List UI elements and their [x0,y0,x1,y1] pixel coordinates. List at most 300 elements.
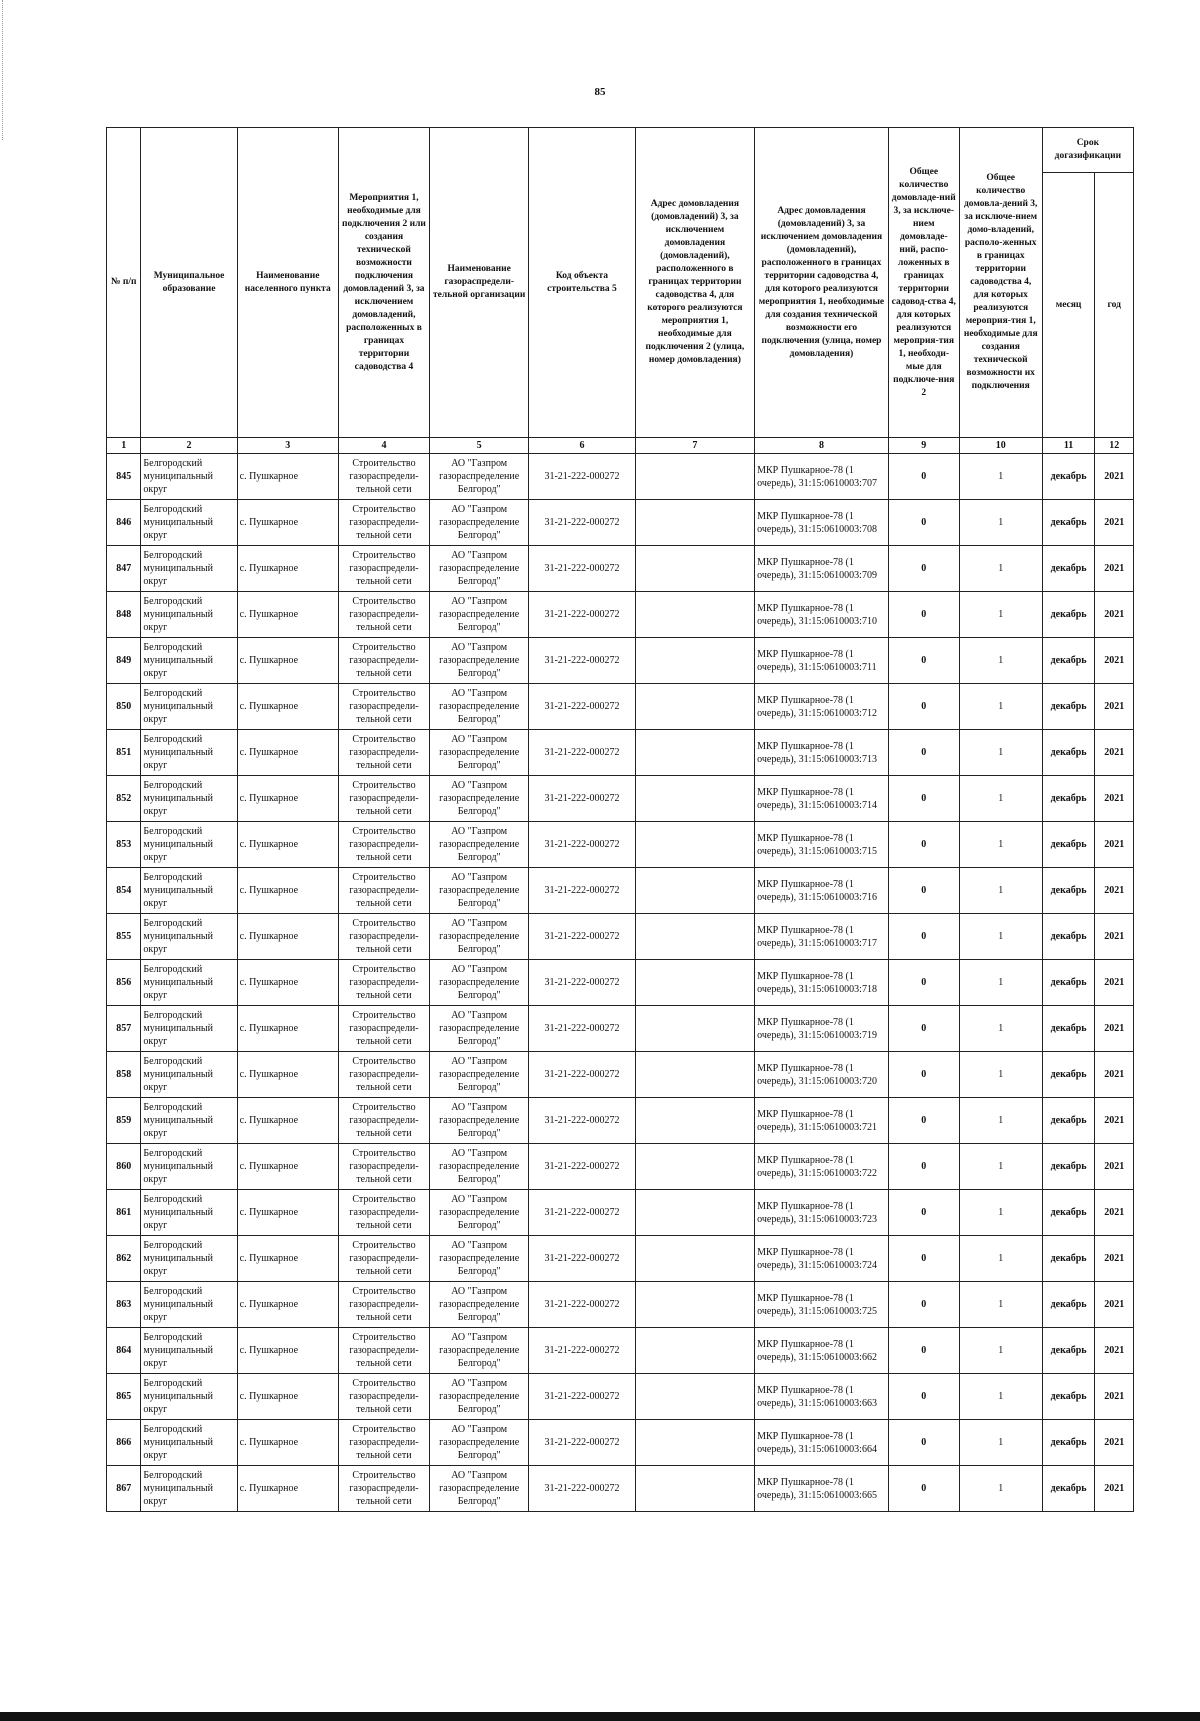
event-cell: Строительство газораспредели-тельной сети [338,776,429,822]
organization-cell: АО "Газпром газораспределение Белгород" [430,1098,529,1144]
object-code-cell: 31-21-222-000272 [529,1374,635,1420]
organization-cell: АО "Газпром газораспределение Белгород" [430,1328,529,1374]
object-code-cell: 31-21-222-000272 [529,1144,635,1190]
event-cell: Строительство газораспредели-тельной сети [338,500,429,546]
address-capability-cell: МКР Пушкарное-78 (1 очередь), 31:15:0610003:707 [755,454,889,500]
table-body [107,454,1134,1512]
settlement-cell: с. Пушкарное [237,454,338,500]
organization-cell: АО "Газпром газораспределение Белгород" [430,546,529,592]
object-code-cell: 31-21-222-000272 [529,546,635,592]
address-capability-cell: МКР Пушкарное-78 (1 очередь), 31:15:0610003:665 [755,1466,889,1512]
address-capability-cell: МКР Пушкарное-78 (1 очередь), 31:15:0610003:725 [755,1282,889,1328]
row-number: 864 [107,1328,141,1374]
count-capability-cell: 1 [959,500,1042,546]
count-connection-cell: 0 [888,1190,959,1236]
organization-cell: АО "Газпром газораспределение Белгород" [430,868,529,914]
address-connection-cell [635,1282,755,1328]
address-capability-cell: МКР Пушкарное-78 (1 очередь), 31:15:0610003:724 [755,1236,889,1282]
municipality-cell: Белгородский муниципальный округ [141,822,237,868]
table-row [107,868,1134,914]
count-capability-cell: 1 [959,1328,1042,1374]
settlement-cell: с. Пушкарное [237,1282,338,1328]
table-row [107,1374,1134,1420]
count-capability-cell: 1 [959,454,1042,500]
object-code-cell: 31-21-222-000272 [529,500,635,546]
address-connection-cell [635,1374,755,1420]
settlement-cell: с. Пушкарное [237,822,338,868]
municipality-cell: Белгородский муниципальный округ [141,1098,237,1144]
count-connection-cell: 0 [888,500,959,546]
year-cell: 2021 [1095,1052,1134,1098]
table-row [107,1466,1134,1512]
object-code-cell: 31-21-222-000272 [529,454,635,500]
object-code-cell: 31-21-222-000272 [529,1236,635,1282]
count-capability-cell: 1 [959,868,1042,914]
count-capability-cell: 1 [959,1374,1042,1420]
column-number: 7 [635,438,755,454]
month-cell: декабрь [1042,454,1095,500]
organization-cell: АО "Газпром газораспределение Белгород" [430,1282,529,1328]
count-connection-cell: 0 [888,914,959,960]
address-capability-cell: МКР Пушкарное-78 (1 очередь), 31:15:0610003:722 [755,1144,889,1190]
month-cell: декабрь [1042,1236,1095,1282]
count-connection-cell: 0 [888,546,959,592]
settlement-cell: с. Пушкарное [237,1190,338,1236]
address-connection-cell [635,592,755,638]
count-connection-cell: 0 [888,1006,959,1052]
settlement-cell: с. Пушкарное [237,546,338,592]
column-number: 1 [107,438,141,454]
count-connection-cell: 0 [888,1052,959,1098]
address-capability-cell: МКР Пушкарное-78 (1 очередь), 31:15:0610003:721 [755,1098,889,1144]
settlement-cell: с. Пушкарное [237,592,338,638]
table-row [107,1420,1134,1466]
municipality-cell: Белгородский муниципальный округ [141,1374,237,1420]
count-connection-cell: 0 [888,638,959,684]
count-connection-cell: 0 [888,822,959,868]
row-number: 860 [107,1144,141,1190]
row-number: 858 [107,1052,141,1098]
organization-cell: АО "Газпром газораспределение Белгород" [430,776,529,822]
organization-cell: АО "Газпром газораспределение Белгород" [430,638,529,684]
object-code-cell: 31-21-222-000272 [529,1466,635,1512]
row-number: 847 [107,546,141,592]
column-number: 12 [1095,438,1134,454]
object-code-cell: 31-21-222-000272 [529,684,635,730]
month-cell: декабрь [1042,1052,1095,1098]
municipality-cell: Белгородский муниципальный округ [141,1190,237,1236]
table-row [107,730,1134,776]
row-number: 867 [107,1466,141,1512]
settlement-cell: с. Пушкарное [237,1006,338,1052]
settlement-cell: с. Пушкарное [237,730,338,776]
row-number: 855 [107,914,141,960]
year-cell: 2021 [1095,1282,1134,1328]
event-cell: Строительство газораспредели-тельной сети [338,684,429,730]
address-capability-cell: МКР Пушкарное-78 (1 очередь), 31:15:0610003:710 [755,592,889,638]
count-capability-cell: 1 [959,1236,1042,1282]
year-cell: 2021 [1095,1466,1134,1512]
settlement-cell: с. Пушкарное [237,776,338,822]
organization-cell: АО "Газпром газораспределение Белгород" [430,1466,529,1512]
event-cell: Строительство газораспредели-тельной сети [338,914,429,960]
object-code-cell: 31-21-222-000272 [529,1190,635,1236]
month-cell: декабрь [1042,546,1095,592]
event-cell: Строительство газораспредели-тельной сети [338,868,429,914]
scan-edge-marks [2,0,7,140]
count-connection-cell: 0 [888,1236,959,1282]
year-cell: 2021 [1095,822,1134,868]
municipality-cell: Белгородский муниципальный округ [141,1144,237,1190]
municipality-cell: Белгородский муниципальный округ [141,684,237,730]
event-cell: Строительство газораспредели-тельной сети [338,1144,429,1190]
organization-cell: АО "Газпром газораспределение Белгород" [430,684,529,730]
organization-cell: АО "Газпром газораспределение Белгород" [430,914,529,960]
table-row [107,1006,1134,1052]
header-address-connection: Адрес домовладения (домовладений) 3, за исключением домовладения (домовладений), расположенного в границах территории садоводства 4, для которого реализуются мероприятия 1, необходимые для подключения 2 (улица, номер домовладения) [635,128,755,438]
address-capability-cell: МКР Пушкарное-78 (1 очередь), 31:15:0610003:718 [755,960,889,1006]
month-cell: декабрь [1042,868,1095,914]
year-cell: 2021 [1095,1006,1134,1052]
table-row [107,1328,1134,1374]
object-code-cell: 31-21-222-000272 [529,1420,635,1466]
settlement-cell: с. Пушкарное [237,914,338,960]
month-cell: декабрь [1042,500,1095,546]
row-number: 851 [107,730,141,776]
gasification-table [106,127,1134,1512]
address-connection-cell [635,684,755,730]
municipality-cell: Белгородский муниципальный округ [141,868,237,914]
count-connection-cell: 0 [888,592,959,638]
month-cell: декабрь [1042,1098,1095,1144]
row-number: 848 [107,592,141,638]
address-connection-cell [635,500,755,546]
event-cell: Строительство газораспредели-тельной сети [338,638,429,684]
table-row [107,684,1134,730]
table-row [107,1144,1134,1190]
municipality-cell: Белгородский муниципальный округ [141,914,237,960]
address-capability-cell: МКР Пушкарное-78 (1 очередь), 31:15:0610003:664 [755,1420,889,1466]
count-capability-cell: 1 [959,1466,1042,1512]
object-code-cell: 31-21-222-000272 [529,914,635,960]
year-cell: 2021 [1095,1236,1134,1282]
settlement-cell: с. Пушкарное [237,684,338,730]
column-number: 10 [959,438,1042,454]
row-number: 861 [107,1190,141,1236]
address-connection-cell [635,776,755,822]
count-connection-cell: 0 [888,454,959,500]
municipality-cell: Белгородский муниципальный округ [141,1466,237,1512]
year-cell: 2021 [1095,592,1134,638]
row-number: 863 [107,1282,141,1328]
month-cell: декабрь [1042,1466,1095,1512]
count-connection-cell: 0 [888,1328,959,1374]
year-cell: 2021 [1095,546,1134,592]
count-capability-cell: 1 [959,1052,1042,1098]
header-settlement: Наименование населенного пункта [237,128,338,438]
address-connection-cell [635,868,755,914]
month-cell: декабрь [1042,1006,1095,1052]
address-capability-cell: МКР Пушкарное-78 (1 очередь), 31:15:0610003:720 [755,1052,889,1098]
table-row [107,592,1134,638]
row-number: 866 [107,1420,141,1466]
year-cell: 2021 [1095,1374,1134,1420]
column-number: 4 [338,438,429,454]
municipality-cell: Белгородский муниципальный округ [141,960,237,1006]
organization-cell: АО "Газпром газораспределение Белгород" [430,1190,529,1236]
row-number: 857 [107,1006,141,1052]
count-connection-cell: 0 [888,1374,959,1420]
month-cell: декабрь [1042,776,1095,822]
table-row [107,638,1134,684]
address-capability-cell: МКР Пушкарное-78 (1 очередь), 31:15:0610003:715 [755,822,889,868]
row-number: 862 [107,1236,141,1282]
count-capability-cell: 1 [959,546,1042,592]
count-capability-cell: 1 [959,1420,1042,1466]
header-event: Мероприятия 1, необходимые для подключения 2 или создания технической возможности подключения домовладений 3, за исключением домовладений, расположенных в границах территории садоводства 4 [338,128,429,438]
object-code-cell: 31-21-222-000272 [529,822,635,868]
settlement-cell: с. Пушкарное [237,500,338,546]
row-number: 852 [107,776,141,822]
organization-cell: АО "Газпром газораспределение Белгород" [430,1052,529,1098]
settlement-cell: с. Пушкарное [237,1052,338,1098]
table-row [107,1052,1134,1098]
month-cell: декабрь [1042,822,1095,868]
municipality-cell: Белгородский муниципальный округ [141,776,237,822]
address-connection-cell [635,1052,755,1098]
page-number: 85 [594,86,606,98]
settlement-cell: с. Пушкарное [237,960,338,1006]
municipality-cell: Белгородский муниципальный округ [141,1052,237,1098]
address-connection-cell [635,1190,755,1236]
count-capability-cell: 1 [959,1190,1042,1236]
address-capability-cell: МКР Пушкарное-78 (1 очередь), 31:15:0610003:717 [755,914,889,960]
organization-cell: АО "Газпром газораспределение Белгород" [430,1236,529,1282]
organization-cell: АО "Газпром газораспределение Белгород" [430,454,529,500]
count-capability-cell: 1 [959,1282,1042,1328]
year-cell: 2021 [1095,1328,1134,1374]
address-capability-cell: МКР Пушкарное-78 (1 очередь), 31:15:0610003:719 [755,1006,889,1052]
event-cell: Строительство газораспредели-тельной сети [338,730,429,776]
count-capability-cell: 1 [959,730,1042,776]
count-connection-cell: 0 [888,684,959,730]
settlement-cell: с. Пушкарное [237,1466,338,1512]
address-capability-cell: МКР Пушкарное-78 (1 очередь), 31:15:0610003:716 [755,868,889,914]
event-cell: Строительство газораспредели-тельной сети [338,1190,429,1236]
address-connection-cell [635,1006,755,1052]
event-cell: Строительство газораспредели-тельной сети [338,454,429,500]
table-row [107,1190,1134,1236]
table-row [107,1236,1134,1282]
organization-cell: АО "Газпром газораспределение Белгород" [430,1420,529,1466]
count-connection-cell: 0 [888,868,959,914]
settlement-cell: с. Пушкарное [237,868,338,914]
count-capability-cell: 1 [959,960,1042,1006]
address-capability-cell: МКР Пушкарное-78 (1 очередь), 31:15:0610003:712 [755,684,889,730]
column-number: 11 [1042,438,1095,454]
event-cell: Строительство газораспредели-тельной сети [338,1098,429,1144]
table-row [107,822,1134,868]
count-capability-cell: 1 [959,684,1042,730]
row-number: 853 [107,822,141,868]
settlement-cell: с. Пушкарное [237,1098,338,1144]
count-capability-cell: 1 [959,776,1042,822]
address-connection-cell [635,1328,755,1374]
count-connection-cell: 0 [888,730,959,776]
header-row-number: № п/п [107,128,141,438]
event-cell: Строительство газораспредели-тельной сети [338,960,429,1006]
count-connection-cell: 0 [888,1420,959,1466]
table-row [107,960,1134,1006]
table-row [107,1282,1134,1328]
count-capability-cell: 1 [959,638,1042,684]
column-number: 3 [237,438,338,454]
object-code-cell: 31-21-222-000272 [529,1282,635,1328]
event-cell: Строительство газораспредели-тельной сети [338,1374,429,1420]
event-cell: Строительство газораспредели-тельной сети [338,1236,429,1282]
count-connection-cell: 0 [888,1466,959,1512]
event-cell: Строительство газораспредели-тельной сети [338,546,429,592]
municipality-cell: Белгородский муниципальный округ [141,1006,237,1052]
object-code-cell: 31-21-222-000272 [529,776,635,822]
municipality-cell: Белгородский муниципальный округ [141,592,237,638]
header-count-capability: Общее количество домовла-дений 3, за исключе-нием домо-владений, располо-женных в границах территории садоводства 4, для которых реализуются мероприя-тия 1, необходимые для создания технической возможности их подключения [959,128,1042,438]
count-connection-cell: 0 [888,776,959,822]
address-capability-cell: МКР Пушкарное-78 (1 очередь), 31:15:0610003:723 [755,1190,889,1236]
municipality-cell: Белгородский муниципальный округ [141,1420,237,1466]
event-cell: Строительство газораспредели-тельной сети [338,1466,429,1512]
object-code-cell: 31-21-222-000272 [529,730,635,776]
address-capability-cell: МКР Пушкарное-78 (1 очередь), 31:15:0610003:713 [755,730,889,776]
municipality-cell: Белгородский муниципальный округ [141,454,237,500]
year-cell: 2021 [1095,868,1134,914]
count-connection-cell: 0 [888,1098,959,1144]
count-connection-cell: 0 [888,1282,959,1328]
column-number: 8 [755,438,889,454]
address-connection-cell [635,1466,755,1512]
header-month: месяц [1042,173,1095,438]
municipality-cell: Белгородский муниципальный округ [141,638,237,684]
address-capability-cell: МКР Пушкарное-78 (1 очередь), 31:15:0610003:662 [755,1328,889,1374]
object-code-cell: 31-21-222-000272 [529,638,635,684]
month-cell: декабрь [1042,1374,1095,1420]
count-capability-cell: 1 [959,822,1042,868]
row-number: 859 [107,1098,141,1144]
object-code-cell: 31-21-222-000272 [529,592,635,638]
row-number: 845 [107,454,141,500]
column-number-row [107,438,1134,454]
year-cell: 2021 [1095,776,1134,822]
year-cell: 2021 [1095,914,1134,960]
count-connection-cell: 0 [888,960,959,1006]
table-row [107,776,1134,822]
municipality-cell: Белгородский муниципальный округ [141,730,237,776]
month-cell: декабрь [1042,1420,1095,1466]
count-capability-cell: 1 [959,914,1042,960]
address-connection-cell [635,1236,755,1282]
organization-cell: АО "Газпром газораспределение Белгород" [430,960,529,1006]
object-code-cell: 31-21-222-000272 [529,1052,635,1098]
address-capability-cell: МКР Пушкарное-78 (1 очередь), 31:15:0610003:708 [755,500,889,546]
settlement-cell: с. Пушкарное [237,1328,338,1374]
address-capability-cell: МКР Пушкарное-78 (1 очередь), 31:15:0610003:711 [755,638,889,684]
month-cell: декабрь [1042,684,1095,730]
year-cell: 2021 [1095,1190,1134,1236]
header-year: год [1095,173,1134,438]
count-capability-cell: 1 [959,1144,1042,1190]
event-cell: Строительство газораспредели-тельной сети [338,1006,429,1052]
month-cell: декабрь [1042,592,1095,638]
address-capability-cell: МКР Пушкарное-78 (1 очередь), 31:15:0610003:714 [755,776,889,822]
organization-cell: АО "Газпром газораспределение Белгород" [430,500,529,546]
object-code-cell: 31-21-222-000272 [529,960,635,1006]
header-organization: Наименование газораспредели-тельной организации [430,128,529,438]
header-gasification-deadline: Срок догазификации [1042,128,1133,173]
object-code-cell: 31-21-222-000272 [529,868,635,914]
column-number: 9 [888,438,959,454]
organization-cell: АО "Газпром газораспределение Белгород" [430,1006,529,1052]
address-connection-cell [635,1420,755,1466]
organization-cell: АО "Газпром газораспределение Белгород" [430,730,529,776]
year-cell: 2021 [1095,638,1134,684]
address-connection-cell [635,546,755,592]
event-cell: Строительство газораспредели-тельной сети [338,1420,429,1466]
municipality-cell: Белгородский муниципальный округ [141,500,237,546]
row-number: 849 [107,638,141,684]
table-row [107,546,1134,592]
object-code-cell: 31-21-222-000272 [529,1098,635,1144]
year-cell: 2021 [1095,1098,1134,1144]
month-cell: декабрь [1042,960,1095,1006]
address-connection-cell [635,822,755,868]
object-code-cell: 31-21-222-000272 [529,1328,635,1374]
row-number: 865 [107,1374,141,1420]
event-cell: Строительство газораспредели-тельной сети [338,592,429,638]
month-cell: декабрь [1042,914,1095,960]
header-address-capability: Адрес домовладения (домовладений) 3, за исключением домовладения (домовладений), расположенного в границах территории садоводства 4, для которого реализуются мероприятия 1, необходимые для создания технической возможности его подключения (улица, номер домовладения) [755,128,889,438]
header-municipality: Муниципальное образование [141,128,237,438]
month-cell: декабрь [1042,638,1095,684]
year-cell: 2021 [1095,684,1134,730]
column-number: 6 [529,438,635,454]
row-number: 856 [107,960,141,1006]
month-cell: декабрь [1042,1190,1095,1236]
header-object-code: Код объекта строительства 5 [529,128,635,438]
event-cell: Строительство газораспредели-тельной сети [338,1052,429,1098]
year-cell: 2021 [1095,1420,1134,1466]
organization-cell: АО "Газпром газораспределение Белгород" [430,1374,529,1420]
address-capability-cell: МКР Пушкарное-78 (1 очередь), 31:15:0610003:709 [755,546,889,592]
municipality-cell: Белгородский муниципальный округ [141,1282,237,1328]
count-capability-cell: 1 [959,1006,1042,1052]
month-cell: декабрь [1042,1328,1095,1374]
settlement-cell: с. Пушкарное [237,1144,338,1190]
municipality-cell: Белгородский муниципальный округ [141,1236,237,1282]
table-row [107,500,1134,546]
table-row [107,454,1134,500]
year-cell: 2021 [1095,960,1134,1006]
count-connection-cell: 0 [888,1144,959,1190]
address-connection-cell [635,638,755,684]
count-capability-cell: 1 [959,592,1042,638]
address-connection-cell [635,730,755,776]
object-code-cell: 31-21-222-000272 [529,1006,635,1052]
month-cell: декабрь [1042,730,1095,776]
year-cell: 2021 [1095,1144,1134,1190]
header-count-connection: Общее количество домовладе-ний 3, за исключе-нием домовладе-ний, распо-ложенных в границах территории садовод-ства 4, для которых реализуются мероприя-тия 1, необходи-мые для подключе-ния 2 [888,128,959,438]
organization-cell: АО "Газпром газораспределение Белгород" [430,592,529,638]
address-capability-cell: МКР Пушкарное-78 (1 очередь), 31:15:0610003:663 [755,1374,889,1420]
